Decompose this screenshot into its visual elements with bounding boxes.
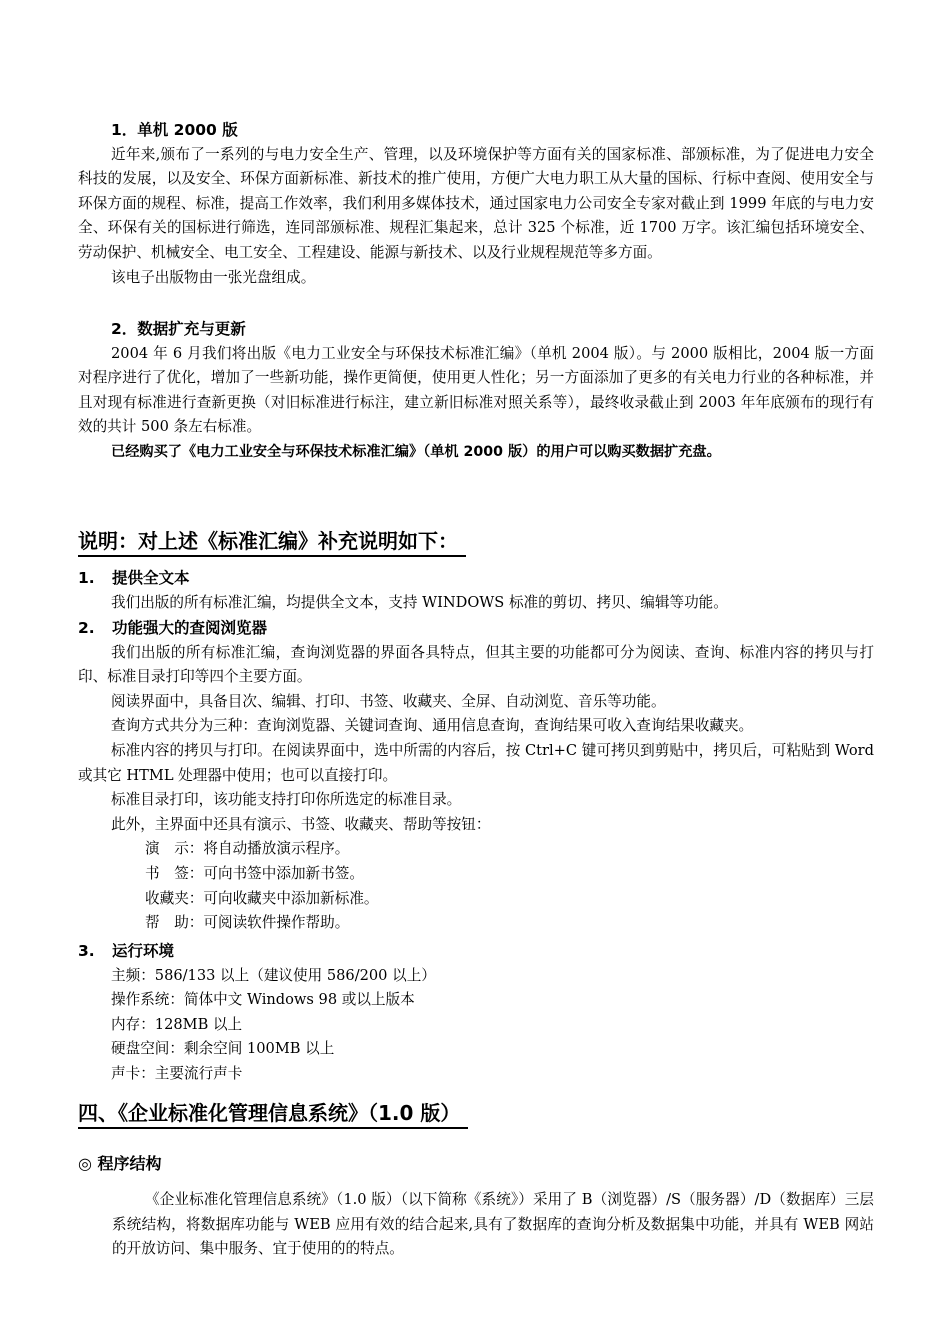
paragraph: 近年来,颁布了一系列的与电力安全生产、管理，以及环境保护等方面有关的国家标准、部颁标准，为了促进电力安全科技的发展，以及安全、环保方面新标准、新技术的推广使用，方便广大电力职工从大量的国标、行标中查阅、使用安全与环保方面的规程、标准，提高工作效率，我们利用多媒体技术，通过国家电力公司安全专家对截止到 1999 年底的与电力安全、环保有关的国标进行筛选，连同部颁标准、规程汇集起来，总计 325 个标准，近 1700 万字。该汇编包括环境安全、劳动保护、机械安全、电工安全、工程建设、能源与新技术、以及行业规程规范等多方面。 bbox=[78, 145, 874, 261]
env-disk: 硬盘空间：剩余空间 100MB 以上 bbox=[111, 1040, 335, 1058]
env-sound: 声卡：主要流行声卡 bbox=[111, 1064, 243, 1082]
button-desc-bookmark: 书 签：可向书签中添加新书签。 bbox=[145, 864, 364, 882]
paragraph: 查询方式共分为三种：查询浏览器、关键词查询、通用信息查询，查询结果可收入查询结果收藏夹。 bbox=[111, 717, 754, 735]
button-desc-help: 帮 助：可阅读软件操作帮助。 bbox=[145, 914, 350, 932]
item-title: 功能强大的查阅浏览器 bbox=[112, 619, 268, 637]
button-desc-favorites: 收藏夹：可向收藏夹中添加新标准。 bbox=[145, 889, 379, 907]
paragraph: 阅读界面中，具备目次、编辑、打印、书签、收藏夹、全屏、自动浏览、音乐等功能。 bbox=[111, 692, 666, 710]
note-item-full-text bbox=[78, 566, 874, 615]
section-heading: 1．单机 2000 版 bbox=[111, 121, 238, 139]
note-section bbox=[78, 527, 874, 557]
env-os: 操作系统：简体中文 Windows 98 或以上版本 bbox=[111, 991, 415, 1009]
item-number: 3. bbox=[78, 942, 95, 960]
program-structure-body bbox=[112, 1188, 874, 1262]
env-memory: 内存：128MB 以上 bbox=[111, 1015, 243, 1033]
env-cpu: 主频：586/133 以上（建议使用 586/200 以上） bbox=[111, 966, 436, 984]
paragraph: 2004 年 6 月我们将出版《电力工业安全与环保技术标准汇编》（单机 2004 版）。与 2000 版相比，2004 版一方面对程序进行了优化，增加了一些新功能，操作更简便，使用更人性化；另一方面添加了更多的有关电力行业的各种标准，并且对现有标准进行查新更换（对旧标准进行标注，建立新旧标准对照关系等），最终收录截止到 2003 年年底颁布的现行有效的共计 500 条左右标准。 bbox=[78, 344, 874, 436]
paragraph: 此外，主界面中还具有演示、书签、收藏夹、帮助等按钮： bbox=[111, 815, 491, 833]
note-title: 说明：对上述《标准汇编》补充说明如下： bbox=[78, 527, 466, 557]
item-heading bbox=[78, 939, 874, 964]
item-heading bbox=[78, 566, 874, 591]
program-structure bbox=[78, 1152, 874, 1176]
note-item-browser bbox=[78, 616, 874, 936]
paragraph: 我们出版的所有标准汇编，查询浏览器的界面各具特点，但其主要的功能都可分为阅读、查询、标准内容的拷贝与打印、标准目录打印等四个主要方面。 bbox=[78, 643, 874, 686]
item-title: 提供全文本 bbox=[112, 569, 190, 587]
section-four bbox=[78, 1099, 874, 1129]
button-desc-demo: 演 示：将自动播放演示程序。 bbox=[145, 840, 350, 858]
bold-note: 已经购买了《电力工业安全与环保技术标准汇编》（单机 2000 版）的用户可以购买数据扩充盘。 bbox=[111, 443, 721, 460]
paragraph: 标准内容的拷贝与打印。在阅读界面中，选中所需的内容后，按 Ctrl+C 键可拷贝到剪贴中，拷贝后，可粘贴到 Word 或其它 HTML 处理器中使用；也可以直接打印。 bbox=[78, 741, 874, 784]
item-number: 2. bbox=[78, 619, 95, 637]
section-heading: 2．数据扩充与更新 bbox=[111, 320, 246, 338]
paragraph: 《企业标准化管理信息系统》（1.0 版）（以下简称《系统》）采用了 B（浏览器）/S（服务器）/D（数据库）三层系统结构，将数据库功能与 WEB 应用有效的结合起来,具有了数据库的查询分析及数据集中功能，并具有 WEB 网站的开放访问、集中服务、宜于使用的的特点。 bbox=[112, 1191, 874, 1258]
section-standalone-2000 bbox=[78, 118, 874, 290]
paragraph: 我们出版的所有标准汇编，均提供全文本，支持 WINDOWS 标准的剪切、拷贝、编辑等功能。 bbox=[111, 593, 728, 611]
section-four-title: 四、《企业标准化管理信息系统》（1.0 版） bbox=[78, 1099, 468, 1129]
item-number: 1. bbox=[78, 569, 95, 587]
paragraph: 该电子出版物由一张光盘组成。 bbox=[111, 268, 316, 286]
item-title: 运行环境 bbox=[112, 942, 175, 960]
paragraph: 标准目录打印，该功能支持打印你所选定的标准目录。 bbox=[111, 791, 462, 809]
section-data-expansion bbox=[78, 317, 874, 465]
sub-heading: ◎ 程序结构 bbox=[78, 1154, 162, 1173]
item-heading bbox=[78, 616, 874, 641]
note-item-environment bbox=[78, 939, 874, 1087]
